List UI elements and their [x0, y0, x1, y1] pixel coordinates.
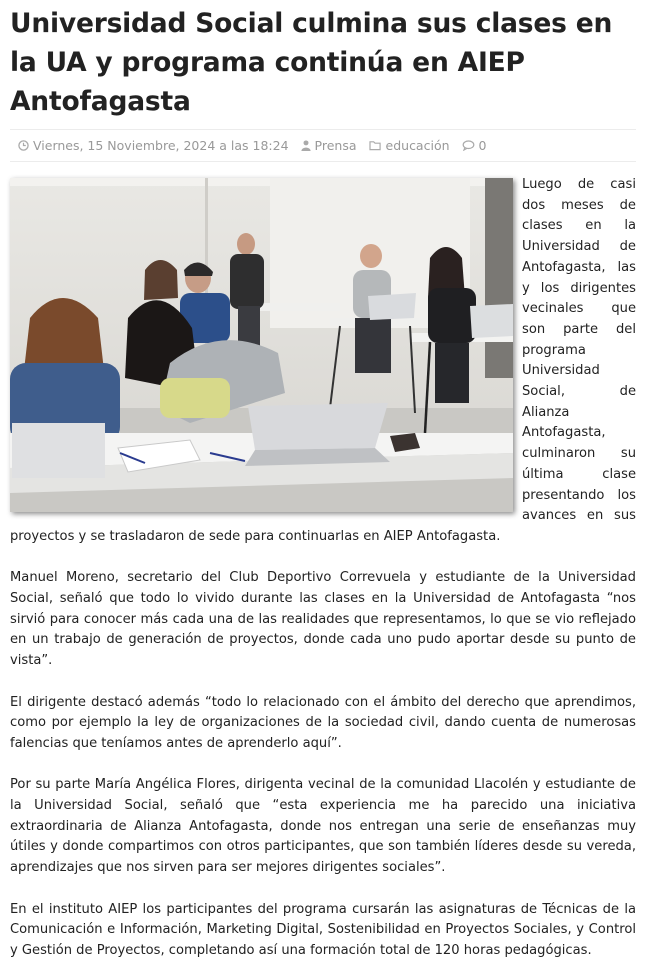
- post-comments[interactable]: [462, 138, 487, 153]
- user-icon: [301, 140, 311, 151]
- post-date: [18, 138, 289, 153]
- paragraph: Manuel Moreno, secretario del Club Deportivo Correvuela y estudiante de la Universidad Social, señaló que todo lo vivido durante las clases en la Universidad de Antofagasta “nos sirvió para conocer más cada una de las realidades que representamos, lo que se vio reflejado en un trabajo de generación de proyectos, donde cada uno pudo aportar desde su punto de vista”.: [10, 570, 636, 669]
- post-date-text: Viernes, 15 Noviembre, 2024 a las 18:24: [33, 138, 289, 153]
- post-meta: [10, 129, 636, 162]
- post-category-link[interactable]: educación: [385, 138, 450, 153]
- post-author-link[interactable]: Prensa: [314, 138, 357, 153]
- article-photo: [10, 178, 513, 512]
- post-category[interactable]: [369, 138, 450, 153]
- paragraph: En el instituto AIEP los participantes del programa cursarán las asignaturas de Técnicas de la Comunicación e Información, Marketing Digital, Sostenibilidad en Proyectos Sociales, y Control y Gestión de Proyectos, completando así una formación total de 120 horas pedagógicas.: [10, 901, 636, 958]
- article: [10, 0, 636, 962]
- article-title: Universidad Social culmina sus clases en la UA y programa continúa en AIEP Antofagasta: [10, 8, 613, 117]
- paragraph: Por su parte María Angélica Flores, dirigenta vecinal de la comunidad Llacolén y estudiante de la Universidad Social, señaló que “esta experiencia me ha parecido una iniciativa extraordinaria de Alianza Antofagasta, donde nos entregan una serie de enseñanzas muy útiles y donde compartimos con otros participantes, que son también líderes desde su vereda, aprendizajes que nos sirven para ser mejores dirigentes sociales”.: [10, 777, 636, 876]
- comment-icon: [462, 140, 475, 151]
- folder-icon: [369, 140, 382, 151]
- clock-icon: [18, 140, 29, 151]
- paragraph: Luego de casi dos meses de clases en la Universidad de Antofagasta, las y los dirigentes vecinales que son parte del programa Universidad Social, de Alianza Antofagasta, culminaron su última clase presentando los avances en sus proyectos y se trasladaron de sede para continuarlas en AIEP Antofagasta.: [10, 177, 636, 544]
- paragraph: El dirigente destacó además “todo lo relacionado con el ámbito del derecho que aprendimos, como por ejemplo la ley de organizaciones de la sociedad civil, dando cuenta de numerosas falencias que teníamos antes de aprenderlo aquí”.: [10, 694, 636, 751]
- post-comments-count[interactable]: 0: [478, 138, 487, 153]
- photo-icon: [10, 178, 513, 512]
- article-body: [10, 162, 636, 962]
- post-author[interactable]: [301, 138, 357, 153]
